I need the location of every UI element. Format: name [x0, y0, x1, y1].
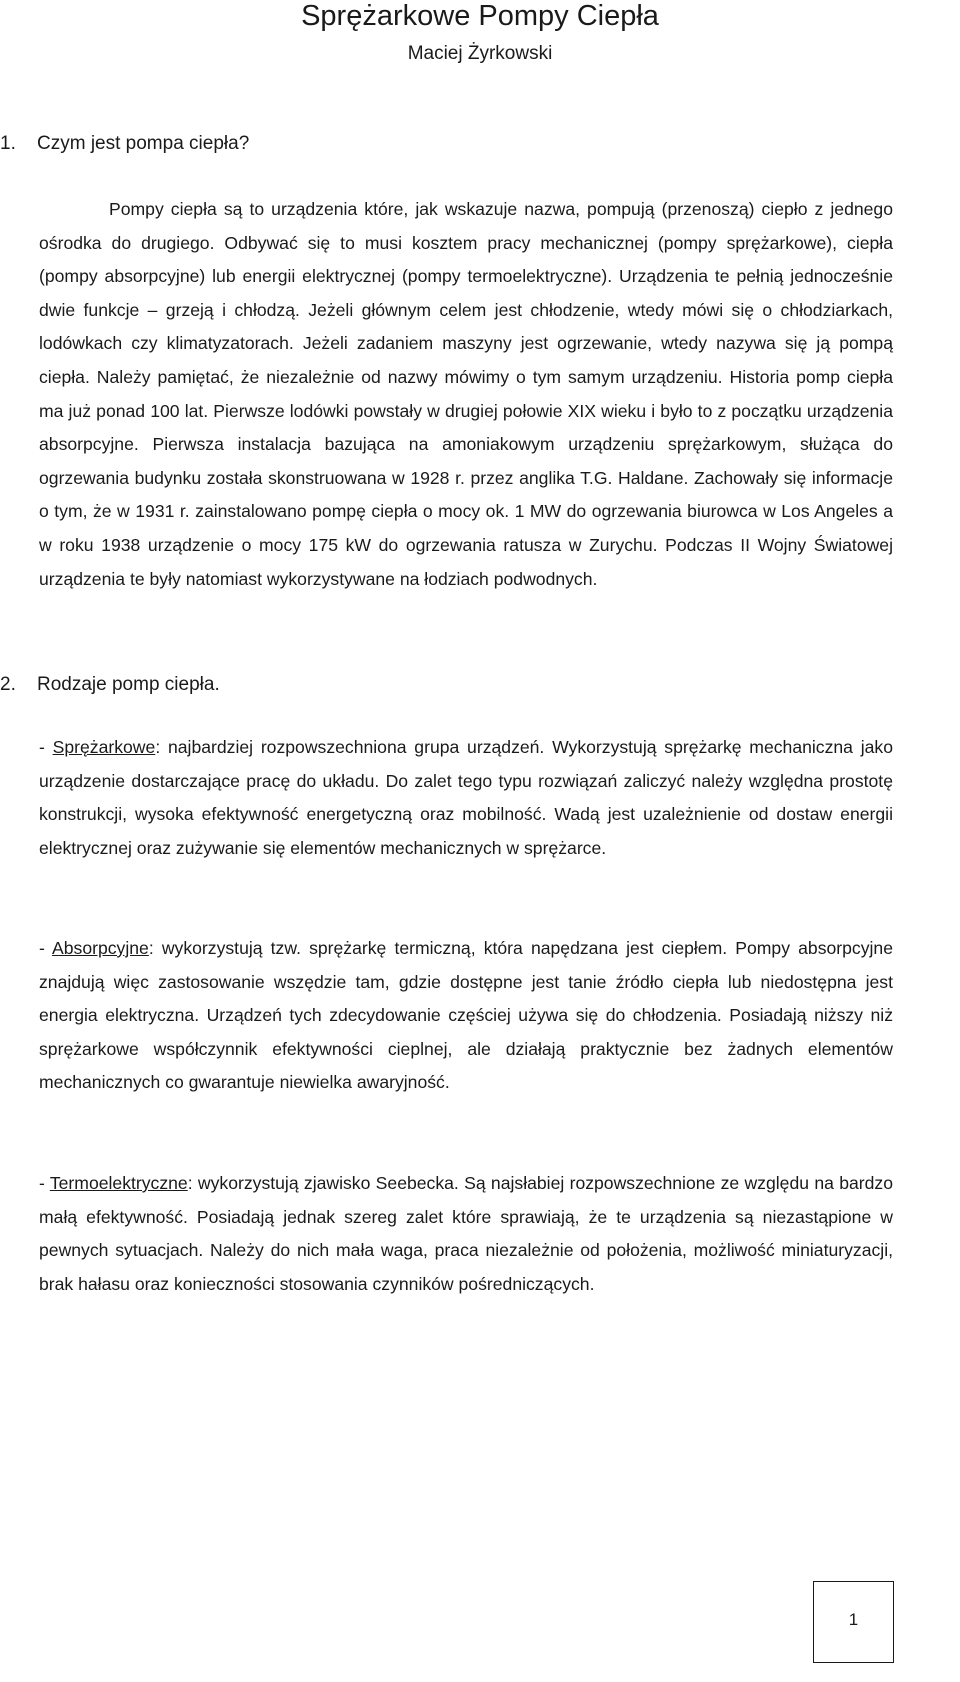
type-description: : najbardziej rozpowszechniona grupa urządzeń. Wykorzystują sprężarkę mechaniczna jako urządzenie dostarczające pracę do układu. Do zalet tego typu rozwiązań zaliczyć należy względna prostotę konstrukcji, wysoka efektywność energetyczną oraz mobilność. Wadą jest uzależnienie od dostaw energii elektrycznej oraz zużywanie się elementów mechanicznych w sprężarce. — [39, 737, 894, 858]
document-author: Maciej Żyrkowski — [407, 43, 553, 64]
section-number: 2. — [0, 674, 16, 695]
type-description: : wykorzystują tzw. sprężarkę termiczną, która napędzana jest ciepłem. Pompy absorpcyjne znajdują więc zastosowanie wszędzie tam, gdzie dostępne jest tanie źródło ciepła lub niedostępna jest energia elektryczna. Urządzeń tych zdecydowanie częściej używa się do chłodzenia. Posiadają niższy niż sprężarkowe współczynnik efektywności cieplnej, ale działają praktycznie bez żadnych elementów mechanicznych co gwarantuje niewielka awaryjność. — [39, 938, 893, 1093]
section-heading-1 — [0, 132, 249, 156]
section-title: Czym jest pompa ciepła? — [37, 133, 250, 154]
section-1-paragraph — [39, 193, 893, 596]
type-item-termoelektryczne — [39, 1167, 893, 1301]
type-prefix: - — [39, 737, 53, 757]
document-title: Sprężarkowe Pompy Ciepła — [301, 0, 659, 32]
section-number: 1. — [0, 133, 16, 154]
type-prefix: - — [39, 1173, 50, 1193]
type-name: Sprężarkowe — [52, 737, 156, 757]
type-description: : wykorzystują zjawisko Seebecka. Są najsłabiej rozpowszechnione ze względu na bardzo małą efektywność. Posiadają jednak szereg zalet które sprawiają, że te urządzenia są niezastąpione w pewnych sytuacjach. Należy do nich mała waga, praca niezależnie od położenia, możliwość miniaturyzacji, brak hałasu oraz konieczności stosowania czynników pośredniczących. — [39, 1173, 893, 1294]
type-item-absorpcyjne — [39, 932, 893, 1100]
page-number: 1 — [848, 1610, 859, 1629]
type-name: Termoelektryczne — [49, 1173, 188, 1193]
type-item-sprezarkowe — [39, 731, 893, 865]
type-name: Absorpcyjne — [52, 938, 149, 958]
section-title: Rodzaje pomp ciepła. — [37, 674, 220, 695]
page-number-box — [813, 1581, 894, 1663]
section-heading-2 — [0, 673, 220, 697]
paragraph-text: Pompy ciepła są to urządzenia które, jak wskazuje nazwa, pompują (przenoszą) ciepło z jednego ośrodka do drugiego. Odbywać się to musi kosztem pracy mechanicznej (pompy sprężarkowe), ciepła (pompy absorpcyjne) lub energii elektrycznej (pompy termoelektryczne). Urządzenia te pełnią jednocześnie dwie funkcje – grzeją i chłodzą. Jeżeli głównym celem jest chłodzenie, wtedy mówi się o chłodziarkach, lodówkach czy klimatyzatorach. Jeżeli zadaniem maszyny jest ogrzewanie, wtedy nazywa się ją pompą ciepła. Należy pamiętać, że niezależnie od nazwy mówimy o tym samym urządzeniu. Historia pomp ciepła ma już ponad 100 lat. Pierwsze lodówki powstały w drugiej połowie XIX wieku i było to z początku urządzenia absorpcyjne. Pierwsza instalacja bazująca na amoniakowym urządzeniu sprężarkowym, służąca do ogrzewania budynku została skonstruowana w 1928 r. przez anglika T.G. Haldane. Zachowały się informacje o tym, że w 1931 r. zainstalowano pompę ciepła o mocy ok. 1 MW do ogrzewania biurowca w Los Angeles a w roku 1938 urządzenie o mocy 175 kW do ogrzewania ratusza w Zurychu. Podczas II Wojny Światowej urządzenia te były natomiast wykorzystywane na łodziach podwodnych. — [39, 199, 893, 589]
type-prefix: - — [39, 938, 53, 958]
